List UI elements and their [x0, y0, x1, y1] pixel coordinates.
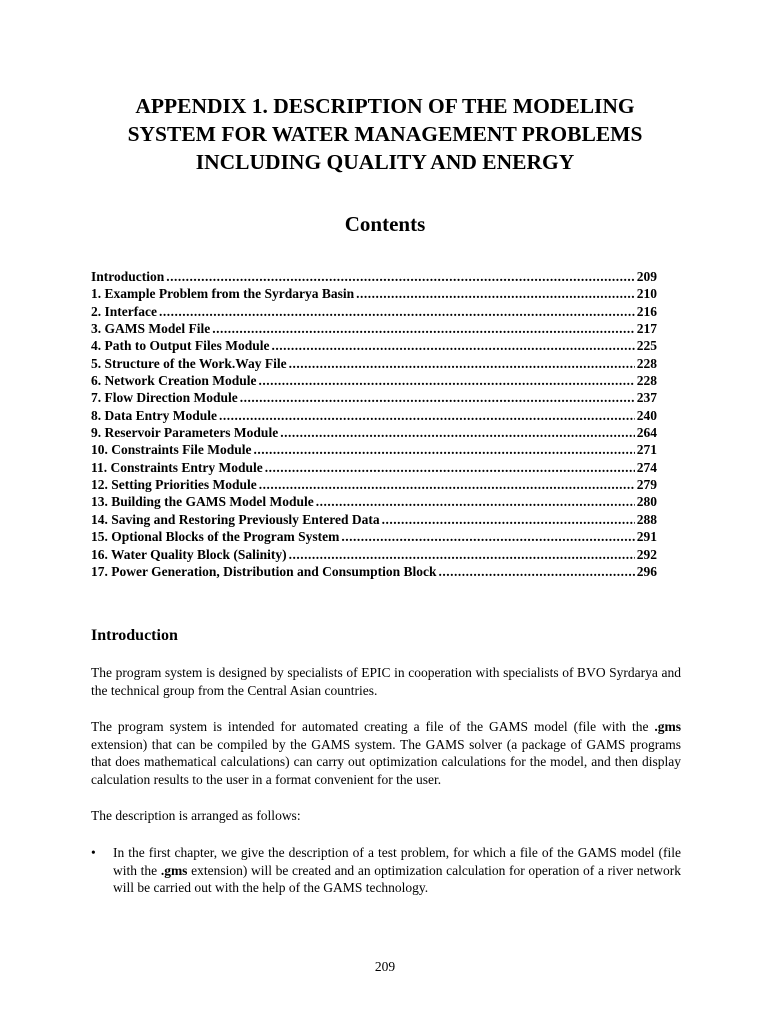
bullet-icon: • [91, 845, 96, 860]
toc-entry [91, 337, 657, 354]
toc-entry [91, 476, 657, 493]
toc-entry-title: 8. Data Entry Module [91, 407, 217, 423]
toc-entry [91, 546, 657, 563]
appendix-title-line-2: SYSTEM FOR WATER MANAGEMENT PROBLEMS [127, 122, 643, 146]
toc-entry-page: 296 [636, 563, 657, 579]
toc-entry-title: 2. Interface [91, 303, 157, 319]
toc-dot-leader [280, 424, 635, 441]
toc-entry-page: 240 [636, 407, 657, 423]
bullet-item [91, 844, 681, 897]
toc-entry-title: 5. Structure of the Work.Way File [91, 355, 287, 371]
appendix-title-line-1: APPENDIX 1. DESCRIPTION OF THE MODELING [135, 94, 635, 118]
toc-entry-page: 288 [636, 511, 657, 527]
toc-dot-leader [166, 268, 634, 285]
table-of-contents [91, 268, 657, 580]
toc-entry-title: 10. Constraints File Module [91, 442, 252, 458]
toc-dot-leader [439, 563, 635, 580]
gms-extension-label: .gms [654, 719, 681, 734]
toc-entry-title: 16. Water Quality Block (Salinity) [91, 546, 287, 562]
toc-entry [91, 355, 657, 372]
toc-dot-leader [289, 355, 635, 372]
toc-entry-title: 15. Optional Blocks of the Program System [91, 529, 340, 545]
intro-paragraph-2-text-b: extension) that can be compiled by the GAMS system. The GAMS solver (a package of GAMS programs that does mathematical calculations) can carry out optimization calculations for the model, and then display calculation results to the user in a format convenient for the user. [91, 736, 681, 787]
toc-entry [91, 320, 657, 337]
toc-entry-title: 1. Example Problem from the Syrdarya Basin [91, 286, 355, 302]
toc-entry-page: 279 [636, 477, 657, 493]
bullet-text [113, 844, 681, 897]
toc-dot-leader [212, 320, 635, 337]
toc-dot-leader [382, 511, 635, 528]
toc-entry-title: 14. Saving and Restoring Previously Entered Data [91, 511, 380, 527]
introduction-heading: Introduction [91, 627, 178, 644]
toc-entry-title: 3. GAMS Model File [91, 321, 211, 337]
toc-entry-title: 17. Power Generation, Distribution and Consumption Block [91, 563, 437, 579]
toc-entry-title: 7. Flow Direction Module [91, 390, 238, 406]
toc-entry-page: 237 [636, 390, 657, 406]
bullet-text-a: In the first chapter, we give the description of a test problem, for which a file of the GAMS model (file with the [113, 845, 681, 878]
toc-dot-leader [219, 407, 635, 424]
toc-entry-title: 6. Network Creation Module [91, 373, 257, 389]
toc-entry [91, 285, 657, 302]
toc-entry-page: 209 [636, 269, 657, 284]
intro-paragraph-2-text-a: The program system is intended for automated creating a file of the GAMS model (file with the [91, 719, 655, 734]
toc-entry [91, 493, 657, 510]
toc-entry-page: 225 [636, 338, 657, 354]
toc-entry [91, 511, 657, 528]
toc-entry-page: 216 [636, 303, 657, 319]
toc-entry [91, 389, 657, 406]
toc-entry-page: 217 [636, 321, 657, 337]
appendix-title-line-3: INCLUDING QUALITY AND ENERGY [195, 150, 575, 174]
toc-dot-leader [289, 546, 635, 563]
toc-dot-leader [259, 476, 635, 493]
page-number: 209 [374, 959, 396, 974]
toc-entry-title: Introduction [91, 269, 165, 284]
toc-entry [91, 563, 657, 580]
toc-entry-title: 9. Reservoir Parameters Module [91, 425, 279, 441]
toc-dot-leader [258, 372, 634, 389]
toc-entry-page: 210 [636, 286, 657, 302]
toc-entry-page: 228 [636, 355, 657, 371]
toc-entry-page: 274 [636, 459, 657, 475]
toc-entry-page: 264 [636, 425, 657, 441]
bullet-text-b: extension) will be created and an optimization calculation for operation of a river network will be carried out with the help of the GAMS technology. [113, 862, 681, 895]
intro-paragraph-2 [91, 718, 681, 788]
bullet-gms-extension-label: .gms [160, 862, 188, 878]
toc-dot-leader [341, 528, 634, 545]
toc-entry [91, 424, 657, 441]
toc-entry-title: 11. Constraints Entry Module [91, 459, 263, 475]
toc-entry [91, 407, 657, 424]
toc-entry-page: 291 [636, 529, 657, 545]
toc-entry-title: 12. Setting Priorities Module [91, 477, 257, 493]
contents-heading: Contents [344, 212, 426, 236]
intro-paragraph-1: The program system is designed by specialists of EPIC in cooperation with specialists of BVO Syrdarya and the technical group from the Central Asian countries. [91, 665, 681, 698]
toc-entry [91, 441, 657, 458]
toc-entry [91, 528, 657, 545]
toc-dot-leader [254, 441, 635, 458]
toc-dot-leader [159, 303, 635, 320]
toc-dot-leader [316, 493, 635, 510]
appendix-title [60, 92, 710, 176]
toc-dot-leader [240, 389, 635, 406]
toc-entry-page: 280 [636, 494, 657, 510]
toc-entry [91, 459, 657, 476]
toc-entry-page: 228 [636, 373, 657, 389]
toc-entry-page: 292 [636, 546, 657, 562]
toc-entry-title: 13. Building the GAMS Model Module [91, 494, 314, 510]
toc-dot-leader [356, 285, 635, 302]
toc-entry [91, 268, 657, 285]
toc-dot-leader [272, 337, 635, 354]
intro-paragraph-3: The description is arranged as follows: [91, 808, 301, 823]
toc-dot-leader [265, 459, 635, 476]
toc-entry-page: 271 [636, 442, 657, 458]
toc-entry [91, 372, 657, 389]
toc-entry-title: 4. Path to Output Files Module [91, 338, 270, 354]
toc-entry [91, 303, 657, 320]
